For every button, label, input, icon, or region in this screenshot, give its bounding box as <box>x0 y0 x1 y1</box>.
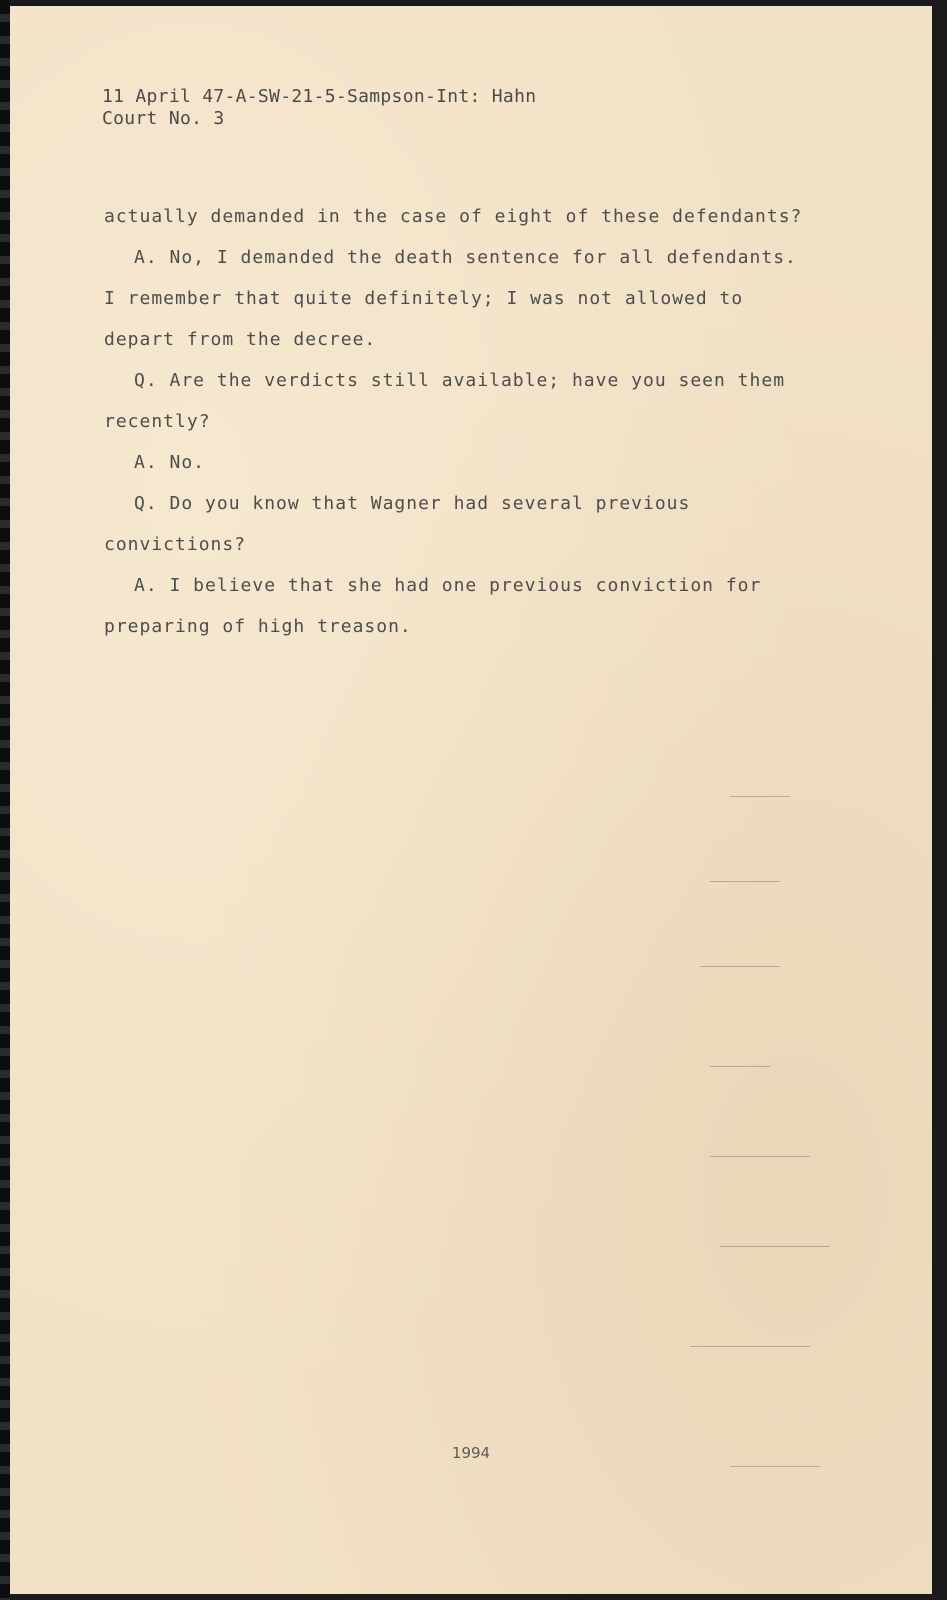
transcript-line: Q. Do you know that Wagner had several previous <box>134 493 691 514</box>
paper-mark <box>690 1346 810 1347</box>
transcript-line: actually demanded in the case of eight of these defendants? <box>104 206 803 227</box>
page-number: 1994 <box>451 1444 491 1462</box>
paper-mark <box>710 1156 810 1157</box>
transcript-line: recently? <box>104 411 211 432</box>
transcript-body <box>104 196 864 647</box>
binding-edge <box>0 0 10 1600</box>
header-court-line: Court No. 3 <box>102 108 225 129</box>
transcript-line: A. No, I demanded the death sentence for all defendants. <box>134 247 797 268</box>
document-page <box>10 6 932 1594</box>
transcript-line: depart from the decree. <box>104 329 377 350</box>
paper-mark <box>710 881 780 882</box>
transcript-line: Q. Are the verdicts still available; have you seen them <box>134 370 786 391</box>
transcript-line: preparing of high treason. <box>104 616 412 637</box>
transcript-line: convictions? <box>104 534 247 555</box>
paper-mark <box>730 1466 820 1467</box>
paper-mark <box>700 966 780 967</box>
paper-mark <box>720 1246 830 1247</box>
paper-mark <box>730 796 790 797</box>
header-reference-line: 11 April 47-A-SW-21-5-Sampson-Int: Hahn <box>102 86 537 107</box>
transcript-line: I remember that quite definitely; I was not allowed to <box>104 288 744 309</box>
document-header <box>102 86 536 130</box>
paper-mark <box>710 1066 770 1067</box>
transcript-line: A. No. <box>134 452 206 473</box>
transcript-line: A. I believe that she had one previous conviction for <box>134 575 762 596</box>
